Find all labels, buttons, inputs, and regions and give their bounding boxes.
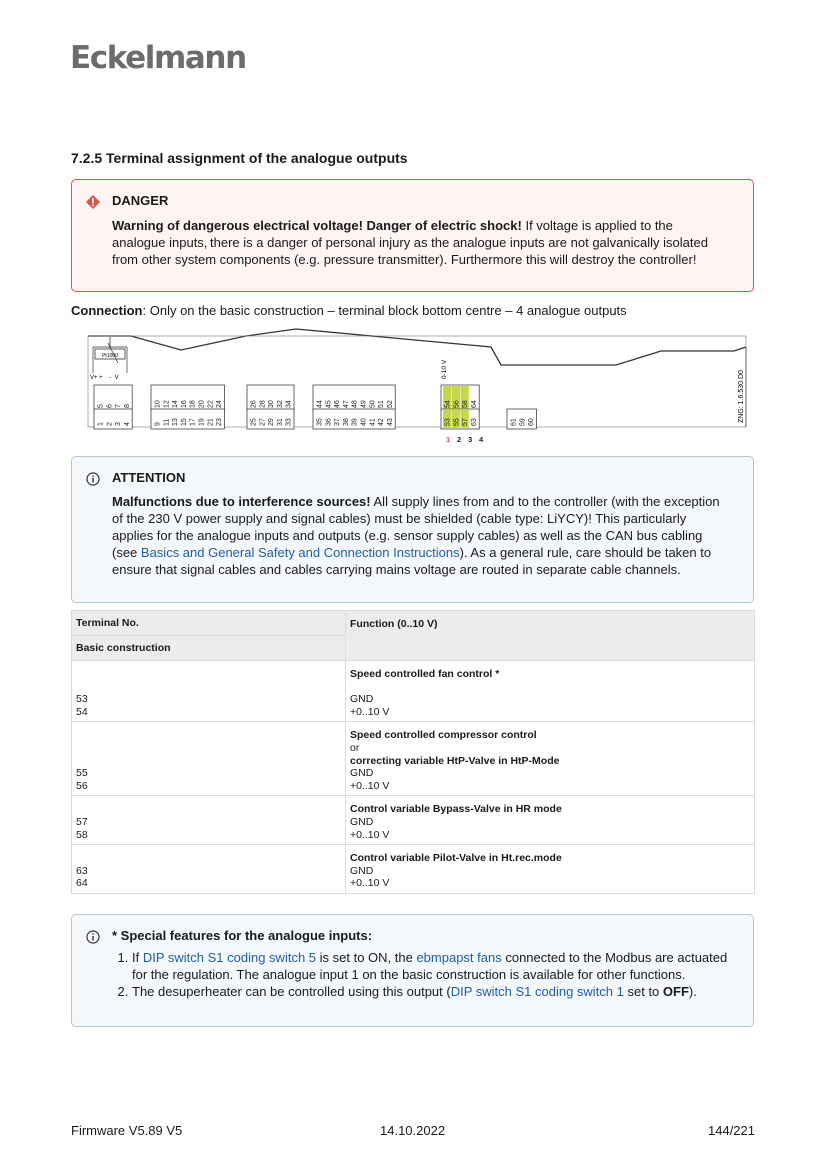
special-list xyxy=(112,949,729,1000)
terminal-label: 4 xyxy=(123,422,131,426)
dip-switch-5-link[interactable]: DIP switch S1 coding switch 5 xyxy=(142,950,317,965)
pt1000-sensor-symbol xyxy=(90,337,127,381)
attention-box xyxy=(71,456,754,603)
terminal-label: 25 xyxy=(250,418,258,426)
terminal-label: 12 xyxy=(163,400,171,408)
function-title: Speed controlled fan control * xyxy=(350,668,500,680)
output-number: 2 xyxy=(457,435,462,444)
terminal-label: 6 xyxy=(106,404,114,408)
terminal-label: 17 xyxy=(189,418,197,426)
function-cell xyxy=(346,661,755,722)
function-line: +0..10 V xyxy=(350,779,390,792)
terminal-label: 32 xyxy=(276,400,284,408)
terminal-number: 64 xyxy=(76,877,88,890)
terminal-label: 13 xyxy=(172,418,180,426)
terminal-label: 64 xyxy=(470,400,478,408)
terminal-label: 1 xyxy=(97,422,105,426)
function-line: GND xyxy=(350,767,374,780)
terminal-number: 54 xyxy=(76,705,88,718)
terminal-label: 10 xyxy=(154,400,162,408)
table-row xyxy=(72,722,755,796)
terminal-label: 3 xyxy=(115,422,123,426)
function-line: GND xyxy=(350,693,374,706)
output-number: 1 xyxy=(446,435,451,444)
terminal-label: 40 xyxy=(360,418,368,426)
terminal-block-diagram xyxy=(86,323,756,451)
terminal-label: 19 xyxy=(198,418,206,426)
function-title: Speed controlled compressor control xyxy=(350,729,537,742)
terminal-label: 57 xyxy=(462,418,470,426)
terminal-label: 45 xyxy=(325,400,333,408)
safety-instructions-link[interactable]: Basics and General Safety and Connection Instructions xyxy=(140,545,460,561)
terminal-label: 48 xyxy=(351,400,359,408)
terminal-number: 53 xyxy=(76,693,88,706)
function-cell xyxy=(346,796,755,845)
list-item: 2. The desuperheater can be controlled using this output (DIP switch S1 coding switch 1 set to OFF). xyxy=(132,983,729,1000)
eckelmann-logo: Eckelmann xyxy=(70,40,246,76)
terminal-label: 55 xyxy=(453,418,461,426)
terminal-number: 57 xyxy=(76,815,88,828)
danger-box xyxy=(71,179,754,292)
dip-switch-1-link[interactable]: DIP switch S1 coding switch 1 xyxy=(450,984,624,999)
terminal-label: 61 xyxy=(510,418,518,426)
terminal-number: 56 xyxy=(76,779,88,792)
table-row xyxy=(72,796,755,845)
function-line: +0..10 V xyxy=(350,877,390,890)
danger-body-text: If voltage is applied to the analogue inputs, there is a danger of personal injury as the analogue inputs are not galvanically isolated from other system components (e.g. pressure transmitter). Furthermore this will destroy the controller! xyxy=(112,218,708,267)
terminal-label: 15 xyxy=(180,418,188,426)
terminal-label: 59 xyxy=(519,418,527,426)
terminal-label: 14 xyxy=(172,400,180,408)
function-line: +0..10 V xyxy=(350,705,390,718)
function-line: GND xyxy=(350,815,374,828)
terminal-label: 9 xyxy=(154,422,162,426)
special-text xyxy=(112,949,729,1000)
terminal-label: 18 xyxy=(189,400,197,408)
special-title: * Special features for the analogue inputs: xyxy=(112,928,373,943)
terminal-label: 43 xyxy=(386,418,394,426)
terminal-label: 50 xyxy=(369,400,377,408)
attention-body-text: All supply lines from and to the controller (with the exception of the 230 V power supply and signal cables) must be shielded (cable type: LiYCY)! This particularly applies for the analogue inputs and outputs (e.g. sensor supply cables) as well as the CAN bus cabling (see xyxy=(112,494,720,561)
warning-diamond-icon xyxy=(86,195,100,214)
output-number: 4 xyxy=(479,435,484,444)
terminal-label: 41 xyxy=(369,418,377,426)
terminal-label: 51 xyxy=(378,400,386,408)
terminal-label: 22 xyxy=(207,400,215,408)
terminal-label: 29 xyxy=(268,418,276,426)
terminal-cell xyxy=(72,722,346,796)
terminal-label: 11 xyxy=(163,418,171,426)
terminal-label: 31 xyxy=(276,418,284,426)
special-features-box xyxy=(71,914,754,1027)
terminal-table xyxy=(71,610,755,894)
terminal-label: 7 xyxy=(115,404,123,408)
terminal-label: 49 xyxy=(360,400,368,408)
terminal-label: 42 xyxy=(378,418,386,426)
terminal-label: 23 xyxy=(216,418,224,426)
footer-firmware: Firmware V5.89 V5 xyxy=(71,1123,183,1138)
function-header: Function (0..10 V) xyxy=(346,611,755,661)
function-line: or xyxy=(350,741,360,754)
terminal-label: 24 xyxy=(216,400,224,408)
terminal-label: 2 xyxy=(106,422,114,426)
function-title: Control variable Bypass-Valve in HR mode xyxy=(350,803,562,816)
voltage-label: 0-10 V xyxy=(441,359,448,379)
function-line xyxy=(350,681,750,694)
terminal-label: 36 xyxy=(325,418,333,426)
terminal-no-header: Terminal No. xyxy=(72,611,346,636)
terminal-label: 63 xyxy=(470,418,478,426)
terminal-label: 5 xyxy=(97,404,105,408)
info-icon xyxy=(86,472,100,491)
section-title: 7.2.5 Terminal assignment of the analogue outputs xyxy=(71,150,408,166)
terminal-label: 60 xyxy=(528,418,536,426)
terminal-label: 21 xyxy=(207,418,215,426)
function-cell xyxy=(346,722,755,796)
connection-label: Connection xyxy=(71,303,143,318)
terminal-label: 20 xyxy=(198,400,206,408)
pt1000-label: Pt1000 xyxy=(102,353,118,359)
terminal-label: 16 xyxy=(180,400,188,408)
terminal-label: 34 xyxy=(285,400,293,408)
terminal-label: 56 xyxy=(453,400,461,408)
terminal-label: 47 xyxy=(342,400,350,408)
output-number: 3 xyxy=(468,435,473,444)
function-cell xyxy=(346,845,755,894)
danger-title: DANGER xyxy=(112,193,169,208)
terminal-label: 39 xyxy=(351,418,359,426)
terminal-cell xyxy=(72,845,346,894)
terminal-number: 55 xyxy=(76,767,88,780)
attention-bold-text: Malfunctions due to interference sources! xyxy=(112,494,371,509)
connection-line xyxy=(71,303,627,318)
drawing-number: ZNG: 1.6.530.D0 xyxy=(738,370,745,423)
ebmpapst-fans-link[interactable]: ebmpapst fans xyxy=(416,950,502,965)
function-line: GND xyxy=(350,864,374,877)
function-line: +0..10 V xyxy=(350,828,390,841)
terminal-label: 46 xyxy=(334,400,342,408)
table-row xyxy=(72,845,755,894)
footer-date: 14.10.2022 xyxy=(380,1123,446,1138)
terminal-label: 38 xyxy=(342,418,350,426)
terminal-number: 63 xyxy=(76,864,88,877)
function-title: Control variable Pilot-Valve in Ht.rec.mode xyxy=(350,852,562,865)
table-row xyxy=(72,661,755,722)
basic-construction-header: Basic construction xyxy=(72,636,346,661)
attention-title: ATTENTION xyxy=(112,470,186,485)
terminal-label: 27 xyxy=(259,418,267,426)
connection-text: : Only on the basic construction – terminal block bottom centre – 4 analogue outputs xyxy=(142,303,627,318)
terminal-cell xyxy=(72,661,346,722)
terminal-label: 26 xyxy=(250,400,258,408)
list-item: 1. If DIP switch S1 coding switch 5 is set to ON, the ebmpapst fans connected to the Modbus are actuated for the regulation. The analogue input 1 on the basic construction is available for other functions. xyxy=(132,949,729,983)
terminal-cell xyxy=(72,796,346,845)
terminal-label: 35 xyxy=(316,418,324,426)
terminal-label: 28 xyxy=(259,400,267,408)
terminal-label: 44 xyxy=(316,400,324,408)
danger-bold-text: Warning of dangerous electrical voltage! Danger of electric shock! xyxy=(112,218,522,233)
terminal-label: 58 xyxy=(462,400,470,408)
sensor-pin-labels: V+ + - V xyxy=(90,375,119,381)
footer-page-number: 144/221 xyxy=(708,1123,755,1138)
terminal-label: 8 xyxy=(123,404,131,408)
terminal-number: 58 xyxy=(76,828,88,841)
attention-body-text-end: ). As a general rule, care should be taken to ensure that signal cables and cables carrying mains voltage are routed in separate cable channels. xyxy=(112,545,712,578)
terminal-label: 30 xyxy=(268,400,276,408)
terminal-label: 54 xyxy=(444,400,452,408)
info-icon xyxy=(86,930,100,949)
terminal-label: 37 xyxy=(334,418,342,426)
terminal-label: 33 xyxy=(285,418,293,426)
terminal-label: 53 xyxy=(444,418,452,426)
danger-text xyxy=(112,217,729,268)
attention-text xyxy=(112,493,729,578)
function-line: correcting variable HtP-Valve in HtP-Mode xyxy=(350,754,560,767)
terminal-label: 52 xyxy=(386,400,394,408)
